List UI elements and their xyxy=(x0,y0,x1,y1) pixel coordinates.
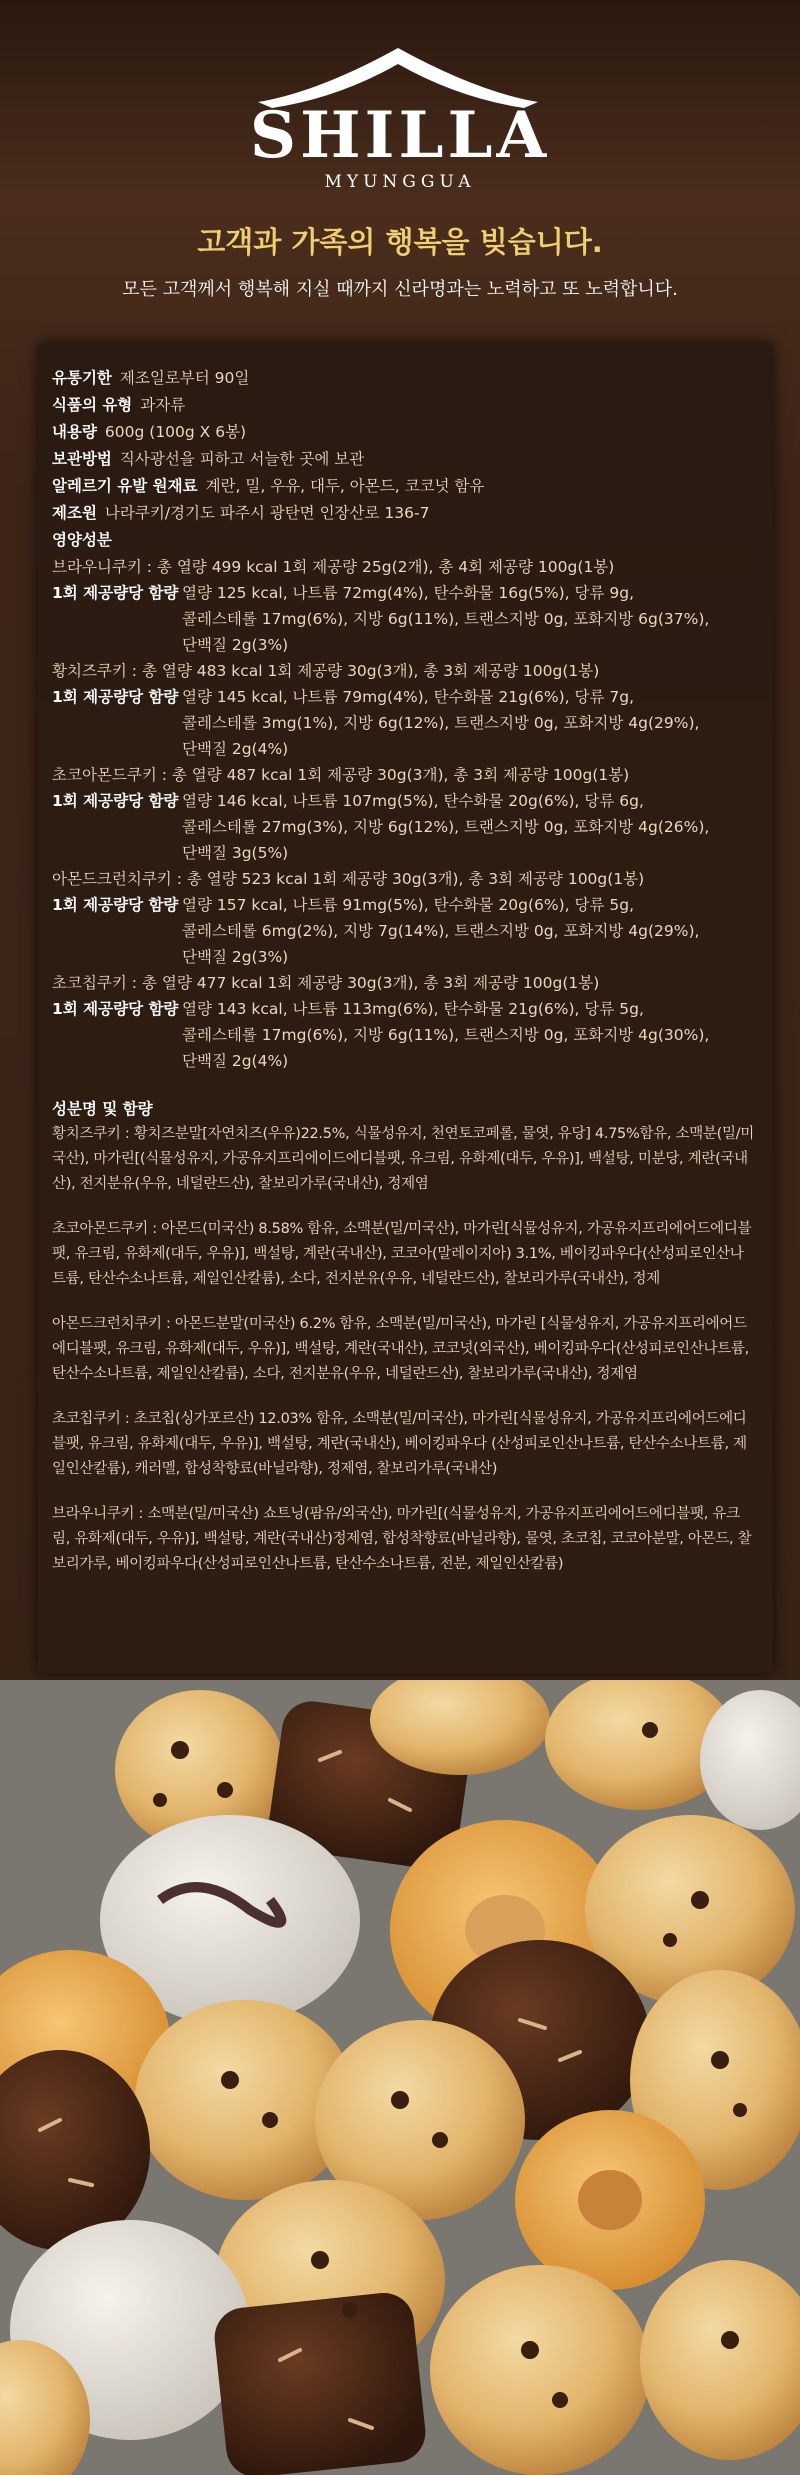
info-key: 보관방법 xyxy=(52,450,112,468)
ingredient-paragraph: 초코칩쿠키 : 초코칩(싱가포르산) 12.03% 함유, 소맥분(밀/미국산), 마가린[식물성유지, 가공유지프리에어드에디블팻, 유크림, 유화제(대두, 우유)], 백설탕, 계란(국내산), 베이킹파우다 (산성피로인산나트륨, 탄산수소나트륨, 제일인산칼륨), 캐러멜, 합성착향료(바닐라향), 정제염, 찰보리가루(국내산) xyxy=(52,1411,747,1477)
info-row xyxy=(52,365,759,392)
nutrition-label: 1회 제공량당 함량 xyxy=(52,1000,179,1018)
nutrition-line: 단백질 2g(3%) xyxy=(182,948,289,966)
brand-header xyxy=(0,0,800,335)
nutrition-line: 열량 157 kcal, 나트륨 91mg(5%), 탄수화물 20g(6%), 당류 5g, xyxy=(182,896,635,914)
ingredient-paragraph: 황치즈쿠키 : 황치즈분말[자연치즈(우유)22.5%, 식물성유지, 천연토코페롤, 물엿, 유당] 4.75%함유, 소맥분(밀/미국산), 마가린[(식물성유지, 가공유지프리에이드에디블팻, 유크림, 유화제(대두, 우유)], 백설탕, 미분당, 계란(국내산), 전지분유(우유, 네덜란드산), 찰보리가루(국내산), 정제염 xyxy=(52,1126,754,1192)
nutrition-head: 황치즈쿠키 : 총 열량 483 kcal 1회 제공량 30g(3개), 총 3회 제공량 100g(1봉) xyxy=(52,662,600,680)
nutrition-label: 1회 제공량당 함량 xyxy=(52,584,179,602)
nutrition-line: 콜레스테롤 3mg(1%), 지방 6g(12%), 트랜스지방 0g, 포화지방 4g(29%), xyxy=(182,714,700,732)
info-value: 계란, 밀, 우유, 대두, 아몬드, 코코넛 함유 xyxy=(205,477,485,495)
info-key: 내용량 xyxy=(52,423,97,441)
subline: 모든 고객께서 행복해 지실 때까지 신라명과는 노력하고 또 노력합니다. xyxy=(122,279,678,300)
nutrition-label: 1회 제공량당 함량 xyxy=(52,688,179,706)
ingredient-paragraph: 초코아몬드쿠키 : 아몬드(미국산) 8.58% 함유, 소맥분(밀/미국산), 마가린[식물성유지, 가공유지프리에어드에디블팻, 유크림, 유화제(대두, 우유)], 백설탕, 계란(국내산), 코코아(말레이지아) 3.1%, 베이킹파우다(산성피로인산나트륨, 탄산수소나트륨, 제일인산칼륨), 소다, 전지분유(우유, 네덜란드산), 찰보리가루(국내산), 정제 xyxy=(52,1221,752,1287)
info-key: 유통기한 xyxy=(52,369,112,387)
info-value: 과자류 xyxy=(140,396,186,414)
info-key: 알레르기 유발 원재료 xyxy=(52,477,198,495)
nutrition-block xyxy=(52,658,759,762)
nutrition-line: 단백질 2g(4%) xyxy=(182,1052,289,1070)
nutrition-line: 열량 125 kcal, 나트륨 72mg(4%), 탄수화물 16g(5%), 당류 9g, xyxy=(182,584,635,602)
nutrition-line: 콜레스테롤 17mg(6%), 지방 6g(11%), 트랜스지방 0g, 포화지방 4g(30%), xyxy=(182,1026,710,1044)
nutrition-line: 단백질 2g(3%) xyxy=(182,636,289,654)
nutrition-head: 아몬드크런치쿠키 : 총 열량 523 kcal 1회 제공량 30g(3개), 총 3회 제공량 100g(1봉) xyxy=(52,870,645,888)
nutrition-label: 1회 제공량당 함량 xyxy=(52,792,179,810)
brand-subtitle: MYUNGGUA xyxy=(324,172,476,192)
info-key: 제조원 xyxy=(52,504,97,522)
info-row xyxy=(52,446,759,473)
nutrition-line: 콜레스테롤 6mg(2%), 지방 7g(14%), 트랜스지방 0g, 포화지방 4g(29%), xyxy=(182,922,700,940)
nutrition-block xyxy=(52,554,759,658)
nutrition-line: 열량 146 kcal, 나트륨 107mg(5%), 탄수화물 20g(6%), 당류 6g, xyxy=(182,792,644,810)
info-row xyxy=(52,419,759,446)
info-row xyxy=(52,473,759,500)
cookies-photo xyxy=(0,1680,800,2475)
nutrition-block xyxy=(52,762,759,866)
nutrition-line: 단백질 3g(5%) xyxy=(182,844,289,862)
info-value: 나라쿠키/경기도 파주시 광탄면 인장산로 136-7 xyxy=(104,504,430,522)
ingredients-title: 성분명 및 함량 xyxy=(52,1100,153,1118)
nutrition-title: 영양성분 xyxy=(52,531,112,549)
nutrition-line: 열량 143 kcal, 나트륨 113mg(6%), 탄수화물 21g(6%), 당류 5g, xyxy=(182,1000,644,1018)
info-key: 식품의 유형 xyxy=(52,396,133,414)
nutrition-line: 콜레스테롤 27mg(3%), 지방 6g(12%), 트랜스지방 0g, 포화지방 4g(26%), xyxy=(182,818,710,836)
product-info-panel xyxy=(38,343,773,1673)
cookies-illustration xyxy=(0,1680,800,2475)
nutrition-block xyxy=(52,866,759,970)
nutrition-line: 열량 145 kcal, 나트륨 79mg(4%), 탄수화물 21g(6%), 당류 7g, xyxy=(182,688,635,706)
info-value: 직사광선을 피하고 서늘한 곳에 보관 xyxy=(119,450,365,468)
info-value: 제조일로부터 90일 xyxy=(119,369,250,387)
brand-name: SHILLA xyxy=(249,98,551,173)
info-row xyxy=(52,500,759,527)
info-row xyxy=(52,392,759,419)
nutrition-head: 브라우니쿠키 : 총 열량 499 kcal 1회 제공량 25g(2개), 총 4회 제공량 100g(1봉) xyxy=(52,558,615,576)
nutrition-head: 초코칩쿠키 : 총 열량 477 kcal 1회 제공량 30g(3개), 총 3회 제공량 100g(1봉) xyxy=(52,974,600,992)
ingredient-paragraph: 아몬드크런치쿠키 : 아몬드분말(미국산) 6.2% 함유, 소맥분(밀/미국산), 마가린 [식물성유지, 가공유지프리에어드에디블팻, 유크림, 유화제(대두, 우유)], 백설탕, 계란(국내산), 코코넛(외국산), 베이킹파우다(산성피로인산나트륨, 탄산수소나트륨, 제일인산칼륨), 소다, 전지분유(우유, 네덜란드산), 찰보리가루(국내산), 정제염 xyxy=(52,1316,749,1382)
tagline: 고객과 가족의 행복을 빚습니다. xyxy=(197,225,603,259)
nutrition-line: 콜레스테롤 17mg(6%), 지방 6g(11%), 트랜스지방 0g, 포화지방 6g(37%), xyxy=(182,610,710,628)
info-value: 600g (100g X 6봉) xyxy=(104,423,247,441)
ingredient-paragraph: 브라우니쿠키 : 소맥분(밀/미국산) 쇼트닝(팜유/외국산), 마가린[(식물성유지, 가공유지프리에어드에디블팻, 유크림, 유화제(대두, 우유)], 백설탕, 계란(국내산)정제염, 합성착향료(바닐라향), 물엿, 초코칩, 코코아분말, 아몬드, 찰보리가루, 베이킹파우다(산성피로인산나트륨, 탄산수소나트륨, 전분, 제일인산칼륨) xyxy=(52,1506,752,1572)
nutrition-block xyxy=(52,970,759,1074)
nutrition-head: 초코아몬드쿠키 : 총 열량 487 kcal 1회 제공량 30g(3개), 총 3회 제공량 100g(1봉) xyxy=(52,766,630,784)
nutrition-line: 단백질 2g(4%) xyxy=(182,740,289,758)
nutrition-label: 1회 제공량당 함량 xyxy=(52,896,179,914)
